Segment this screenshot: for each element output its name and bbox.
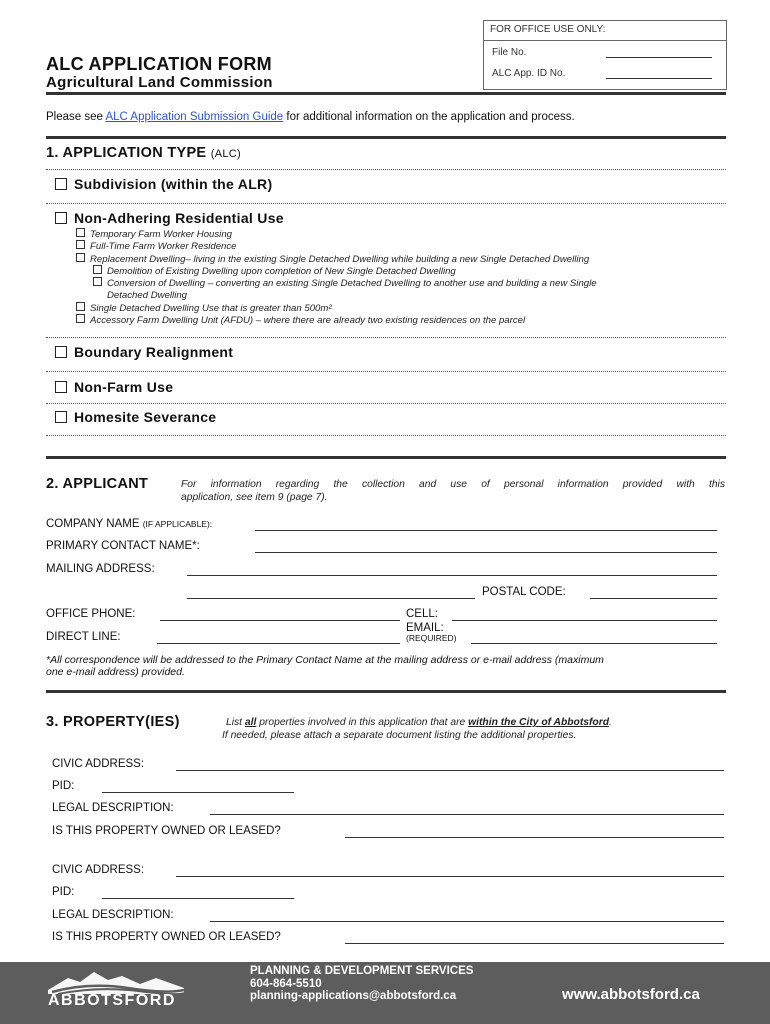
civic-address-field[interactable]	[176, 770, 724, 771]
alc-id-field[interactable]	[606, 78, 712, 79]
cell-label: CELL:	[406, 608, 438, 620]
checkbox[interactable]	[76, 302, 85, 311]
company-field[interactable]	[255, 530, 717, 531]
divider	[46, 203, 726, 204]
divider	[46, 169, 726, 170]
privacy-info-1: For information regarding the collection and use of personal information provided with this	[181, 479, 725, 490]
option-label: Boundary Realignment	[74, 344, 234, 360]
legal-description-field[interactable]	[210, 921, 724, 922]
owned-leased-field[interactable]	[345, 837, 724, 838]
divider	[46, 403, 726, 404]
checkbox[interactable]	[76, 240, 85, 249]
cell-field[interactable]	[452, 620, 717, 621]
mailing-field-2[interactable]	[187, 598, 475, 599]
sub-option-label: Full-Time Farm Worker Residence	[90, 241, 237, 252]
section1-title: 1. APPLICATION TYPE	[46, 145, 207, 161]
primary-contact-label: PRIMARY CONTACT NAME*:	[46, 540, 200, 552]
option-label: Homesite Severance	[74, 409, 217, 425]
sub-option-replacement[interactable]	[76, 253, 589, 265]
civic-address-field[interactable]	[176, 876, 724, 877]
footer-department: PLANNING & DEVELOPMENT SERVICES	[250, 965, 474, 977]
owned-leased-field[interactable]	[345, 943, 724, 944]
footer-contact	[250, 965, 473, 1003]
privacy-info-2: application, see item 9 (page 7).	[181, 492, 328, 503]
legal-description-field[interactable]	[210, 814, 724, 815]
sub-option-demolition[interactable]	[93, 265, 456, 277]
pid-field[interactable]	[102, 792, 294, 793]
submission-guide-link[interactable]: ALC Application Submission Guide	[105, 111, 284, 123]
checkbox[interactable]	[93, 277, 102, 286]
correspondence-note-1: *All correspondence will be addressed to the Primary Contact Name at the mailing address or e-mail address (maximum	[46, 654, 604, 666]
option-label: Subdivision (within the ALR)	[74, 176, 273, 192]
divider	[46, 371, 726, 372]
postal-label: POSTAL CODE:	[482, 586, 566, 598]
email-field[interactable]	[471, 643, 717, 644]
legal-description-label: LEGAL DESCRIPTION:	[52, 909, 174, 921]
civic-address-label: CIVIC ADDRESS:	[52, 758, 145, 770]
section-rule-1	[46, 456, 726, 459]
pid-label: PID:	[52, 886, 75, 898]
primary-contact-field[interactable]	[255, 552, 717, 553]
checkbox[interactable]	[55, 381, 67, 393]
sub-option-conversion-cont: Detached Dwelling	[107, 290, 187, 301]
checkbox[interactable]	[76, 253, 85, 262]
property-info-part: .	[609, 717, 612, 728]
office-use-header: FOR OFFICE USE ONLY:	[484, 21, 726, 41]
property-info-within: within the City of Abbotsford	[468, 717, 610, 728]
checkbox[interactable]	[93, 265, 102, 274]
option-subdivision[interactable]	[55, 176, 272, 192]
legal-description-label: LEGAL DESCRIPTION:	[52, 802, 174, 814]
intro-prefix: Please see	[46, 111, 106, 123]
form-title: ALC APPLICATION FORM	[46, 54, 272, 74]
footer-phone: 604-864-5510	[250, 977, 322, 990]
file-no-label: File No.	[492, 47, 527, 58]
mailing-field[interactable]	[187, 575, 717, 576]
sub-option-conversion[interactable]	[93, 277, 597, 289]
sub-option-large-dwelling[interactable]	[76, 302, 332, 314]
office-use-box	[483, 20, 727, 90]
abbotsford-mountain-icon	[48, 968, 184, 994]
correspondence-note-2: one e-mail address) provided.	[46, 666, 185, 678]
checkbox[interactable]	[55, 212, 67, 224]
footer-website[interactable]: www.abbotsford.ca	[562, 986, 700, 1003]
option-homesite[interactable]	[55, 409, 216, 425]
sub-option-label: Accessory Farm Dwelling Unit (AFDU) – where there are already two existing residences on the parcel	[90, 315, 526, 326]
section3-heading: 3. PROPERTY(IES)	[46, 714, 180, 730]
section1-title-note: (ALC)	[210, 148, 241, 160]
option-non-adhering[interactable]	[55, 210, 284, 226]
sub-option-full-time[interactable]	[76, 240, 237, 252]
office-phone-field[interactable]	[160, 620, 400, 621]
intro-text	[46, 111, 575, 123]
checkbox[interactable]	[55, 411, 67, 423]
file-no-field[interactable]	[606, 57, 712, 58]
checkbox[interactable]	[76, 228, 85, 237]
option-label: Non-Farm Use	[74, 379, 174, 395]
sub-option-label: Replacement Dwelling– living in the existing Single Detached Dwelling while building a new Single Detached Dwelling	[90, 254, 590, 265]
property-info-2: If needed, please attach a separate document listing the additional properties.	[222, 730, 577, 741]
divider	[46, 337, 726, 338]
sub-option-label: Single Detached Dwelling Use that is greater than 500m²	[90, 303, 332, 314]
property-info-1	[226, 717, 612, 728]
company-text: COMPANY NAME	[46, 518, 140, 530]
option-label: Non-Adhering Residential Use	[74, 210, 284, 226]
option-boundary[interactable]	[55, 344, 233, 360]
sub-option-label: Conversion of Dwelling – converting an existing Single Detached Dwelling to another use and building a new Single	[107, 278, 597, 289]
checkbox[interactable]	[55, 346, 67, 358]
company-label	[46, 518, 212, 530]
checkbox[interactable]	[55, 178, 67, 190]
property-info-all: all	[244, 717, 257, 728]
divider	[46, 435, 726, 436]
abbotsford-logo: ABBOTSFORD	[48, 992, 176, 1009]
owned-leased-label: IS THIS PROPERTY OWNED OR LEASED?	[52, 825, 281, 837]
email-required: (REQUIRED)	[406, 633, 457, 643]
form-subtitle: Agricultural Land Commission	[46, 74, 273, 91]
section2-heading: 2. APPLICANT	[46, 476, 149, 492]
pid-field[interactable]	[102, 898, 294, 899]
sub-option-label: Temporary Farm Worker Housing	[90, 229, 232, 240]
owned-leased-label: IS THIS PROPERTY OWNED OR LEASED?	[52, 931, 281, 943]
sub-option-label: Demolition of Existing Dwelling upon completion of New Single Detached Dwelling	[107, 266, 456, 277]
company-note: (IF APPLICABLE):	[142, 519, 213, 529]
sub-option-afdu[interactable]	[76, 314, 525, 326]
alc-id-label: ALC App. ID No.	[492, 68, 566, 79]
property-info-part: List	[226, 717, 245, 728]
direct-line-label: DIRECT LINE:	[46, 631, 121, 643]
intro-suffix: for additional information on the application and process.	[283, 111, 575, 123]
section1-heading	[46, 145, 241, 161]
sub-option-temporary[interactable]	[76, 228, 232, 240]
checkbox[interactable]	[76, 314, 85, 323]
property-info-part: properties involved in this application that are	[256, 717, 469, 728]
mailing-label: MAILING ADDRESS:	[46, 563, 155, 575]
email-label: EMAIL:	[406, 622, 444, 634]
footer-email[interactable]: planning-applications@abbotsford.ca	[250, 990, 457, 1002]
postal-field[interactable]	[590, 598, 717, 599]
direct-line-field[interactable]	[157, 643, 400, 644]
option-non-farm[interactable]	[55, 379, 173, 395]
header-rule	[46, 92, 726, 95]
section-rule-2	[46, 690, 726, 693]
civic-address-label: CIVIC ADDRESS:	[52, 864, 145, 876]
section-rule-0	[46, 136, 726, 139]
pid-label: PID:	[52, 780, 75, 792]
office-phone-label: OFFICE PHONE:	[46, 608, 136, 620]
